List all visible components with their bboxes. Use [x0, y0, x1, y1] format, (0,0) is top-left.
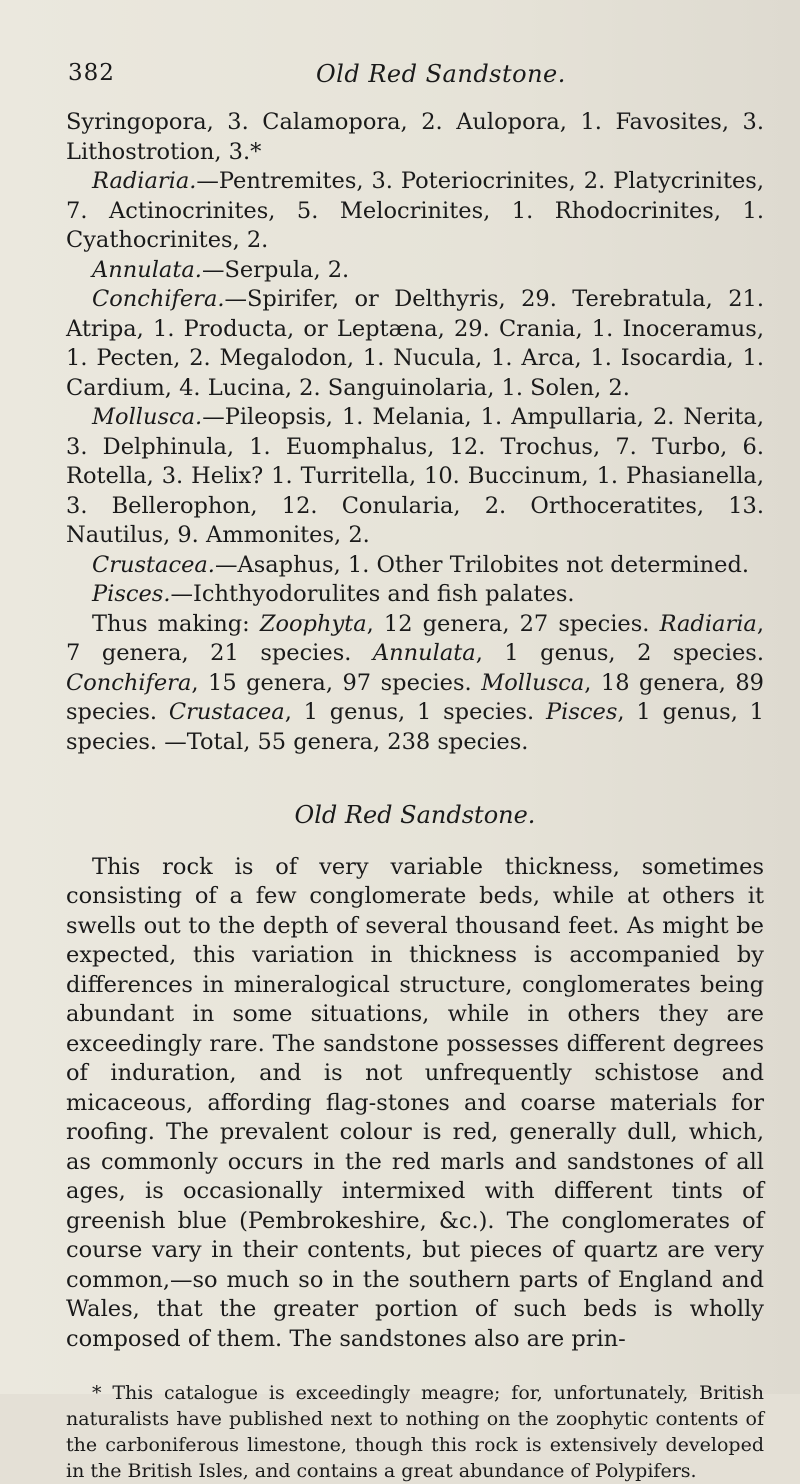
- genera-list-conchifera: [66, 285, 764, 403]
- summary-text: , 12 genera, 27 species.: [366, 610, 660, 637]
- running-title: Old Red Sandstone.: [316, 60, 566, 88]
- genera-list-annulata: [66, 256, 764, 286]
- summary-class: Conchifera: [66, 669, 192, 696]
- class-label: Pisces.: [92, 581, 171, 607]
- summary-paragraph: [66, 610, 764, 758]
- page-number: 382: [68, 60, 115, 86]
- genera-list-radiaria: [66, 167, 764, 256]
- genera-list-zoophyta: [66, 108, 764, 167]
- summary-class: Annulata: [372, 640, 476, 666]
- summary-class: Mollusca: [481, 669, 585, 696]
- class-label: Radiaria.: [92, 168, 197, 194]
- list-text: —Ichthyodorulites and fish palates.: [170, 581, 575, 607]
- footnote: * This catalogue is exceedingly meagre; for, unfortunately, British naturalists have published next to nothing on the zoophytic contents of the carboniferous limestone, though this rock is extensively developed in the British Isles, and contains a great abundance of Polypifers.: [66, 1382, 764, 1482]
- class-label: Conchifera.: [92, 286, 225, 312]
- summary-text: , 1 genus, 1 species. —Total, 55 genera, 238 species.: [66, 699, 764, 755]
- summary-text: , 15 genera, 97 species.: [191, 669, 482, 696]
- class-label: Annulata.: [92, 256, 202, 283]
- summary-class: Zoophyta: [259, 610, 367, 637]
- summary-text: Thus making:: [92, 610, 260, 637]
- list-text: —Pentremites, 3. Poteriocrinites, 2. Platycrinites, 7. Actinocrinites, 5. Melocrinites, 1. Rhodocrinites, 1. Cyathocrinites, 2.: [66, 168, 764, 253]
- section-paragraph: This rock is of very variable thickness, sometimes consisting of a few conglomerate beds, while at others it swells out to the depth of several thousand feet. As might be expected, this variation in thickness is accompanied by differences in mineralogical structure, conglomerates being abundant in some situations, while in others they are exceedingly rare. The sandstone possesses different degrees of induration, and is not unfrequently schistose and micaceous, affording flag-stones and coarse materials for roofing. The prevalent colour is red, generally dull, which, as commonly occurs in the red marls and sandstones of all ages, is occasionally intermixed with different tints of greenish blue (Pembrokeshire, &c.). The conglomerates of course vary in their contents, but pieces of quartz are very common,—so much so in the southern parts of England and Wales, that the greater portion of such beds is wholly composed of them. The sandstones also are prin-: [66, 853, 764, 1352]
- list-text: Syringopora, 3. Calamopora, 2. Aulopora, 1. Favosites, 3. Lithostrotion, 3.*: [66, 109, 764, 165]
- list-text: —Spirifer, or Delthyris, 29. Terebratula, 21. Atripa, 1. Producta, or Leptæna, 29. Crania, 1. Inoceramus, 1. Pecten, 2. Megalodon, 1. Nucula, 1. Arca, 1. Isocardia, 1. Cardium, 4. Lucina, 2. Sanguinolaria, 1. Solen, 2.: [66, 286, 764, 401]
- section-heading: Old Red Sandstone.: [294, 801, 536, 829]
- summary-text: , 7 genera, 21 species.: [66, 610, 764, 666]
- list-text: —Asaphus, 1. Other Trilobites not determined.: [214, 551, 750, 578]
- list-text: —Serpula, 2.: [201, 256, 350, 283]
- summary-text: , 18 genera, 89 species.: [66, 669, 764, 725]
- summary-class: Crustacea: [168, 699, 285, 725]
- genera-list-mollusca: [66, 403, 764, 551]
- summary-text: , 1 genus, 1 species.: [284, 699, 547, 725]
- class-label: Crustacea.: [92, 551, 215, 578]
- class-label: Mollusca.: [92, 404, 203, 430]
- summary-class: Pisces: [546, 699, 618, 725]
- running-head: [68, 60, 768, 94]
- summary-text: , 1 genus, 2 species.: [475, 640, 764, 666]
- list-text: —Pileopsis, 1. Melania, 1. Ampullaria, 2. Nerita, 3. Delphinula, 1. Euomphalus, 12. Trochus, 7. Turbo, 6. Rotella, 3. Helix? 1. Turritella, 10. Buccinum, 1. Phasianella, 3. Bellerophon, 12. Conularia, 2. Orthoceratites, 13. Nautilus, 9. Ammonites, 2.: [66, 404, 764, 548]
- genera-list-pisces: [66, 580, 764, 610]
- summary-class: Radiaria: [659, 610, 757, 637]
- page-body: [66, 108, 764, 1484]
- genera-list-crustacea: [66, 551, 764, 581]
